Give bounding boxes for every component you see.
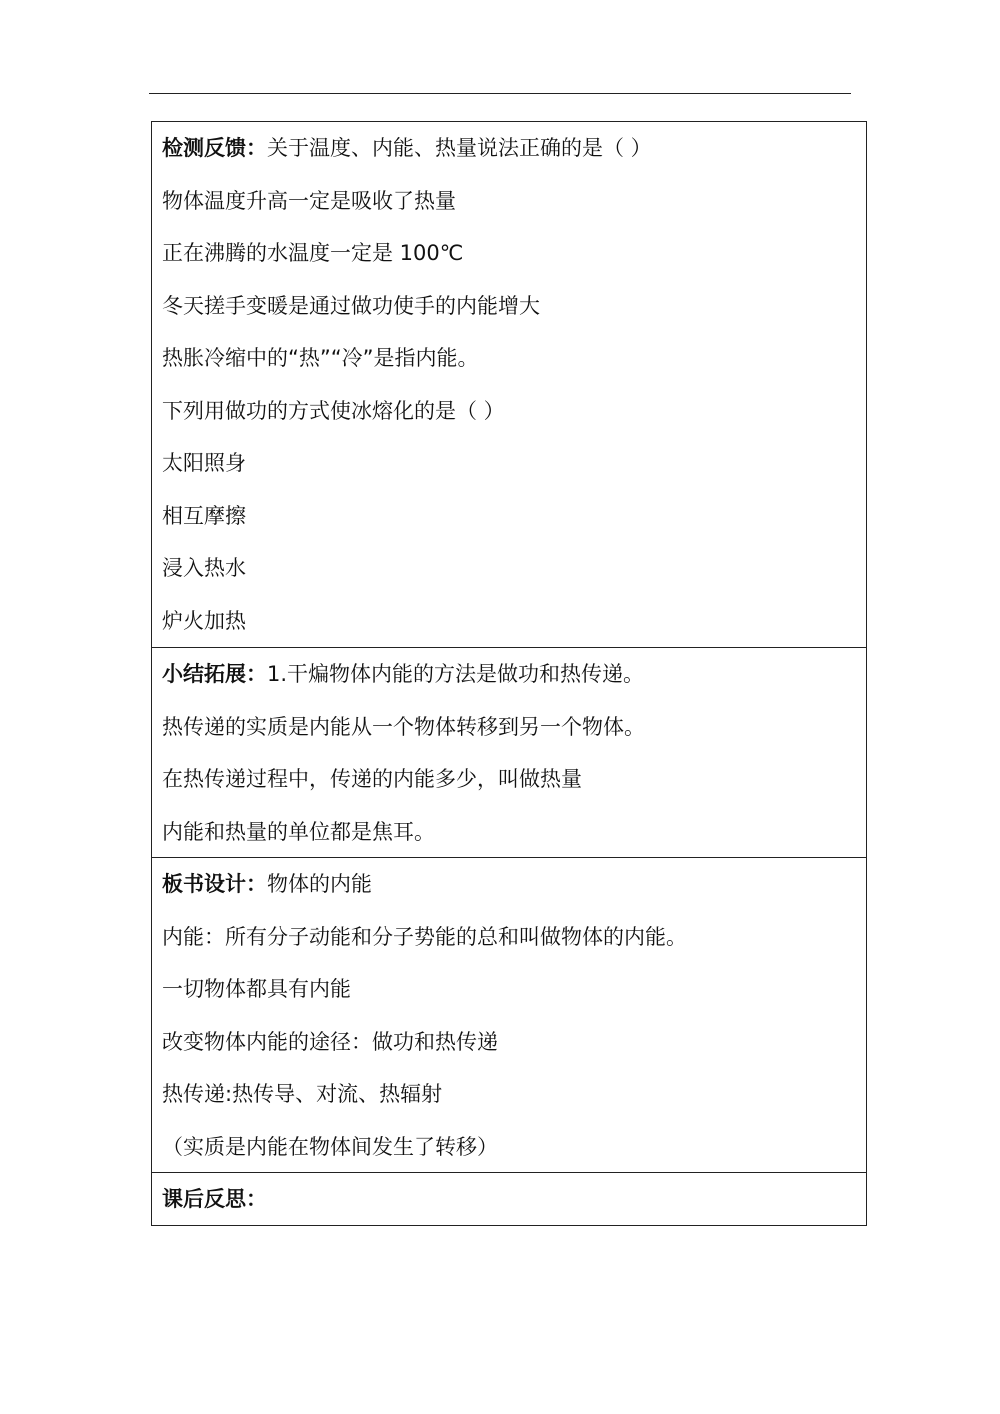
board-label: 板书设计：: [162, 872, 267, 896]
feedback-q1-option: 热胀冷缩中的“热”“冷”是指内能。: [162, 346, 479, 370]
feedback-q2-option: 相互摩擦: [162, 503, 246, 528]
feedback-q1-text: 关于温度、内能、热量说法正确的是（ ）: [267, 136, 652, 160]
feedback-q1-option: 物体温度升高一定是吸收了热量: [162, 188, 456, 213]
feedback-q2-option: 炉火加热: [162, 608, 246, 633]
feedback-question-1: [162, 122, 856, 175]
feedback-q2-option: 浸入热水: [162, 556, 246, 580]
board-line: 改变物体内能的途径：做功和热传递: [162, 1029, 498, 1054]
summary-line: 1.干煸物体内能的方法是做功和热传递。: [267, 662, 645, 686]
board-title-line: [162, 858, 856, 911]
board-line: 热传递:热传导、对流、热辐射: [162, 1082, 443, 1106]
feedback-label: 检测反馈：: [162, 136, 267, 160]
feedback-q1-option: 冬天搓手变暖是通过做功使手的内能增大: [162, 293, 540, 318]
board-line: （实质是内能在物体间发生了转移）: [162, 1134, 498, 1159]
summary-line: 内能和热量的单位都是焦耳。: [162, 819, 435, 844]
feedback-q2-option: 太阳照身: [162, 451, 246, 475]
reflection-label: 课后反思：: [162, 1187, 267, 1211]
summary-line: 热传递的实质是内能从一个物体转移到另一个物体。: [162, 714, 645, 739]
feedback-question-2: 下列用做功的方式使冰熔化的是（ ）: [162, 398, 505, 423]
reflection-section: [152, 1172, 866, 1225]
feedback-section: [152, 122, 866, 647]
reflection-line: [162, 1173, 856, 1226]
summary-section: [152, 647, 866, 857]
summary-first-line: [162, 648, 856, 701]
feedback-q1-option: 正在沸腾的水温度一定是 100℃: [162, 241, 464, 265]
board-line: 一切物体都具有内能: [162, 977, 351, 1001]
board-title: 物体的内能: [267, 872, 372, 896]
summary-label: 小结拓展：: [162, 662, 267, 686]
summary-line: 在热传递过程中，传递的内能多少，叫做热量: [162, 767, 582, 791]
board-design-section: [152, 857, 866, 1172]
lesson-plan-table: [151, 121, 867, 1226]
board-line: 内能：所有分子动能和分子势能的总和叫做物体的内能。: [162, 924, 687, 949]
header-rule: [149, 93, 851, 94]
